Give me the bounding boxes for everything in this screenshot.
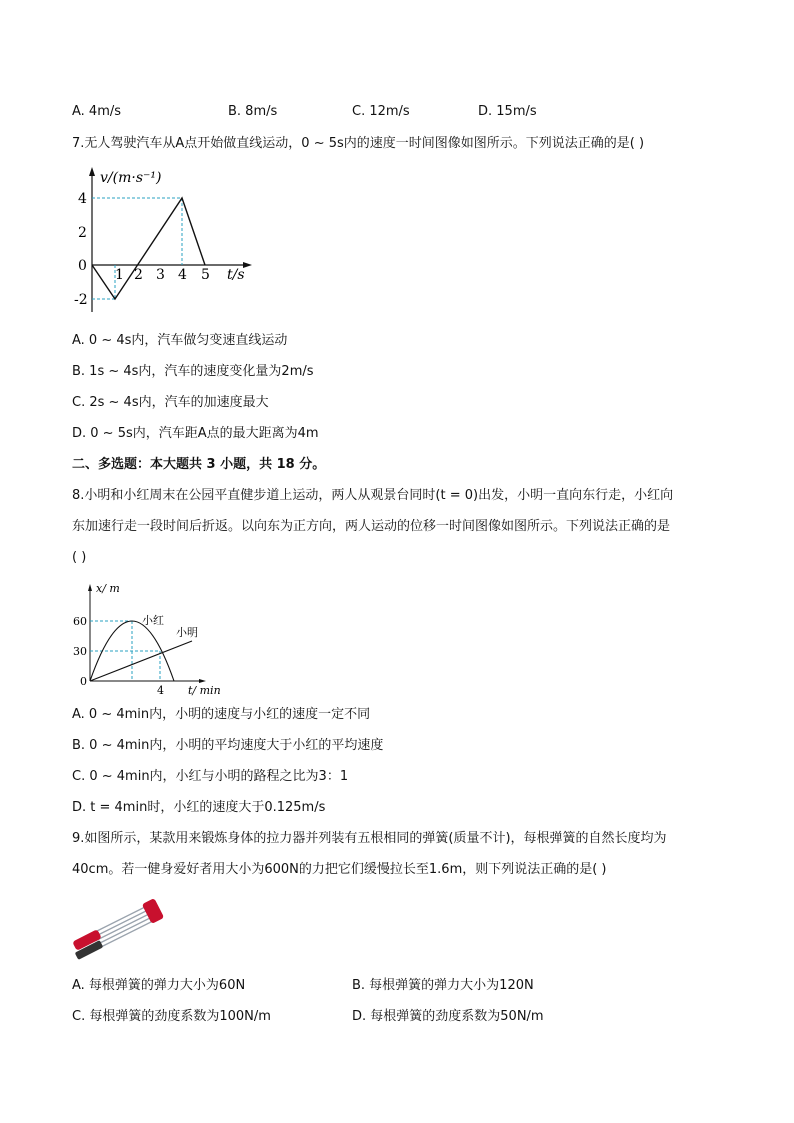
q8-x-tick-4: 4 — [157, 684, 164, 696]
q8-x-axis-label: t/ min — [188, 684, 221, 696]
q8-stem-line3: ( ) — [72, 550, 87, 565]
q7-y-tick-4: 4 — [78, 191, 87, 207]
q7-stem: 7.无人驾驶汽车从A点开始做直线运动，0 ~ 5s内的速度一时间图像如图所示。下列说法正确的是( ) — [72, 136, 645, 151]
q8-y-tick-0: 0 — [80, 675, 87, 688]
q7-y-tick-2: 2 — [78, 225, 87, 241]
section-header-multiple-choice: 二、多选题：本大题共 3 小题，共 18 分。 — [72, 457, 326, 472]
q7-x-axis-label: t/s — [227, 267, 245, 283]
left-handle-icon — [72, 929, 103, 960]
q7-x-tick-1: 1 — [115, 267, 124, 283]
q8-stem-line2: 东加速行走一段时间后折返。以向东为正方向，两人运动的位移一时间图像如图所示。下列说法正确的是 — [72, 519, 671, 534]
q9-option-c: C. 每根弹簧的劲度系数为100N/m — [72, 1009, 271, 1024]
q7-vt-line — [92, 198, 205, 299]
q6-option-d: D. 15m/s — [478, 104, 537, 119]
q6-option-c: C. 12m/s — [352, 104, 410, 119]
q9-stem-line2: 40cm。若一健身爱好者用大小为600N的力把它们缓慢拉长至1.6m，则下列说法正确的是( ) — [72, 862, 607, 877]
q8-y-axis-label: x/ m — [96, 582, 120, 595]
q7-option-d: D. 0 ~ 5s内，汽车距A点的最大距离为4m — [72, 426, 319, 441]
q8-option-d: D. t = 4min时，小红的速度大于0.125m/s — [72, 800, 326, 815]
q7-x-tick-4: 4 — [178, 267, 187, 283]
q9-stem-line1: 9.如图所示，某款用来锻炼身体的拉力器并列装有五根相同的弹簧(质量不计)，每根弹簧的自然长度均为 — [72, 831, 667, 846]
q7-y-axis-label: v/(m·s⁻¹) — [100, 170, 162, 186]
q8-xiaoming-line — [90, 641, 192, 681]
q8-label-xiaoming: 小明 — [176, 626, 198, 639]
q7-option-b: B. 1s ~ 4s内，汽车的速度变化量为2m/s — [72, 364, 314, 379]
q9-spring-expander-image — [68, 890, 168, 960]
q7-option-a: A. 0 ~ 4s内，汽车做匀变速直线运动 — [72, 333, 288, 348]
q9-option-d: D. 每根弹簧的劲度系数为50N/m — [352, 1009, 544, 1024]
q7-x-tick-5: 5 — [201, 267, 210, 283]
q7-vt-graph — [72, 162, 262, 322]
q8-xt-graph — [72, 578, 232, 696]
q7-option-c: C. 2s ~ 4s内，汽车的加速度最大 — [72, 395, 269, 410]
q8-option-c: C. 0 ~ 4min内，小红与小明的路程之比为3：1 — [72, 769, 349, 784]
q6-option-a: A. 4m/s — [72, 104, 122, 119]
q8-label-xiaohong: 小红 — [142, 614, 164, 627]
q8-y-tick-30: 30 — [73, 645, 87, 658]
q8-stem-line1: 8.小明和小红周末在公园平直健步道上运动，两人从观景台同时(t = 0)出发，小明一直向东行走，小红向 — [72, 488, 674, 503]
q6-option-b: B. 8m/s — [228, 104, 278, 119]
q8-y-tick-60: 60 — [73, 615, 87, 628]
q7-x-tick-3: 3 — [156, 267, 165, 283]
q8-option-b: B. 0 ~ 4min内，小明的平均速度大于小红的平均速度 — [72, 738, 384, 753]
q7-y-tick-0: 0 — [78, 258, 87, 274]
q8-option-a: A. 0 ~ 4min内，小明的速度与小红的速度一定不同 — [72, 707, 371, 722]
q7-y-tick-neg2: -2 — [74, 292, 88, 308]
q9-option-b: B. 每根弹簧的弹力大小为120N — [352, 978, 534, 993]
q9-option-a: A. 每根弹簧的弹力大小为60N — [72, 978, 246, 993]
q7-x-tick-2: 2 — [134, 267, 143, 283]
